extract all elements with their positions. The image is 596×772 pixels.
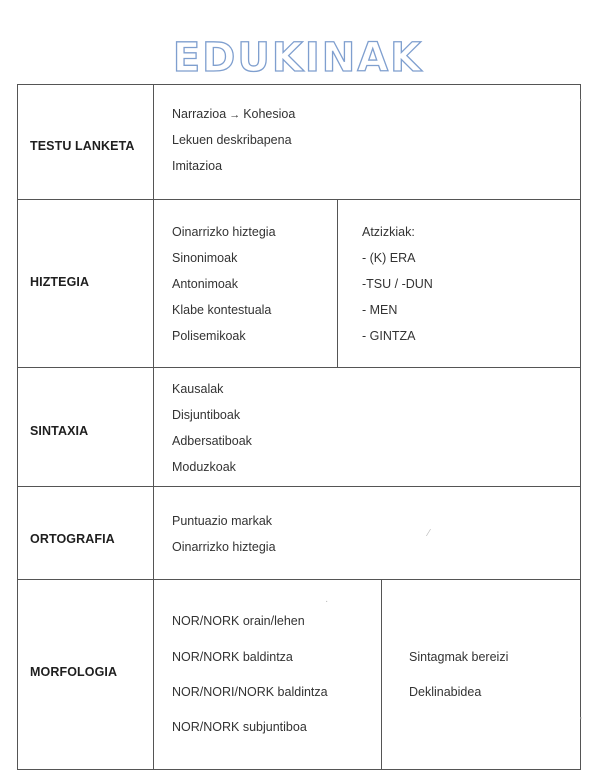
list-item: - GINTZA bbox=[362, 329, 416, 343]
list-item: Atzizkiak: bbox=[362, 225, 415, 239]
column-divider bbox=[153, 85, 154, 769]
scan-speck: ' bbox=[580, 716, 582, 727]
list-item: Puntuazio markak bbox=[172, 514, 273, 528]
section-label-hiztegia: HIZTEGIA bbox=[30, 275, 90, 289]
section-label-sintaxia: SINTAXIA bbox=[30, 424, 89, 438]
section-label-ortografia: ORTOGRAFIA bbox=[30, 532, 115, 546]
scan-mark: ⁄ bbox=[428, 528, 430, 539]
list-item: Disjuntiboak bbox=[172, 408, 241, 422]
arrow-right-icon: → bbox=[229, 109, 241, 121]
list-item: Moduzkoak bbox=[172, 460, 236, 474]
list-item: NOR/NORK subjuntiboa bbox=[172, 720, 307, 734]
list-item: Sintagmak bereizi bbox=[409, 650, 509, 664]
list-item: NOR/NORK orain/lehen bbox=[172, 614, 305, 628]
list-item bbox=[172, 107, 295, 121]
list-item: Oinarrizko hiztegia bbox=[172, 540, 276, 554]
list-item: Lekuen deskribapena bbox=[172, 133, 292, 147]
page-title: EDUKINAK bbox=[172, 35, 424, 81]
list-item: Sinonimoak bbox=[172, 251, 238, 265]
list-item: Deklinabidea bbox=[409, 685, 482, 699]
item-narrazioa: Narrazioa bbox=[172, 107, 227, 121]
scan-speck: ' bbox=[580, 98, 582, 109]
list-item: Oinarrizko hiztegia bbox=[172, 225, 276, 239]
list-item: Klabe kontestuala bbox=[172, 303, 272, 317]
list-item: NOR/NORI/NORK baldintza bbox=[172, 685, 328, 699]
list-item: Kausalak bbox=[172, 382, 224, 396]
column-divider bbox=[337, 199, 338, 367]
row-divider bbox=[18, 579, 580, 580]
item-kohesioa: Kohesioa bbox=[243, 107, 296, 121]
list-item: - MEN bbox=[362, 303, 398, 317]
column-divider bbox=[381, 579, 382, 769]
list-item: - (K) ERA bbox=[362, 251, 416, 265]
list-item: Polisemikoak bbox=[172, 329, 246, 343]
contents-table bbox=[17, 84, 581, 770]
section-label-morfologia: MORFOLOGIA bbox=[30, 665, 118, 679]
row-divider bbox=[18, 199, 580, 200]
scan-speck: · bbox=[325, 596, 329, 607]
row-divider bbox=[18, 367, 580, 368]
list-item: Imitazioa bbox=[172, 159, 223, 173]
row-divider bbox=[18, 486, 580, 487]
list-item: Adbersatiboak bbox=[172, 434, 252, 448]
list-item: NOR/NORK baldintza bbox=[172, 650, 293, 664]
section-label-testu-lanketa: TESTU LANKETA bbox=[30, 139, 135, 153]
list-item: -TSU / -DUN bbox=[362, 277, 433, 291]
list-item: Antonimoak bbox=[172, 277, 239, 291]
